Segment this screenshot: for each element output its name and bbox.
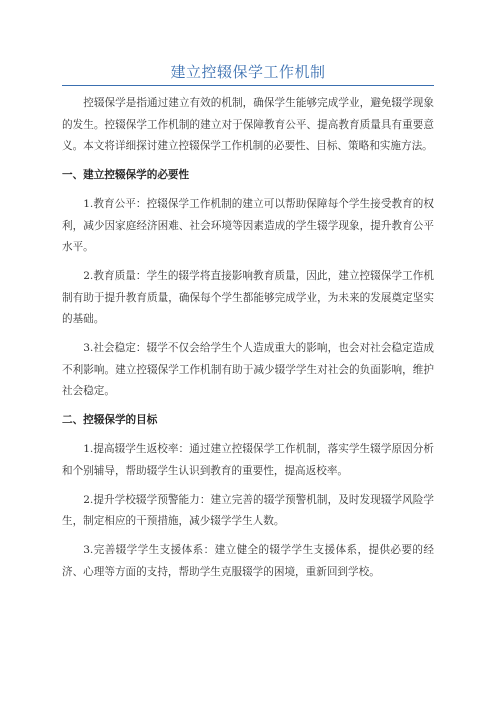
paragraph-support-system: 3.完善辍学学生支援体系：建立健全的辍学学生支援体系，提供必要的经济、心理等方面的支持，帮助学生克服辍学的困境，重新回到学校。 — [62, 544, 434, 578]
paragraph-education-equity: 1.教育公平：控辍保学工作机制的建立可以帮助保障每个学生接受教育的权利，减少因家庭经济困难、社会环境等因素造成的学生辍学现象，提升教育公平水平。 — [62, 198, 434, 253]
document-body — [62, 93, 434, 591]
section-heading-goals: 二、控辍保学的目标 — [62, 414, 158, 426]
section-heading-necessity: 一、建立控辍保学的必要性 — [62, 169, 190, 181]
paragraph-return-rate: 1.提高辍学生返校率：通过建立控辍保学工作机制，落实学生辍学原因分析和个别辅导，帮助辍学生认识到教育的重要性，提高返校率。 — [62, 443, 434, 477]
document-title: 建立控辍保学工作机制 — [170, 63, 326, 81]
paragraph-early-warning: 2.提升学校辍学预警能力：建立完善的辍学预警机制，及时发现辍学风险学生，制定相应的干预措施，减少辍学学生人数。 — [62, 493, 434, 527]
paragraph-social-stability: 3.社会稳定：辍学不仅会给学生个人造成重大的影响，也会对社会稳定造成不利影响。建立控辍保学工作机制有助于减少辍学学生对社会的负面影响，维护社会稳定。 — [62, 342, 434, 397]
title-divider — [62, 85, 434, 86]
paragraph-education-quality: 2.教育质量：学生的辍学将直接影响教育质量，因此，建立控辍保学工作机制有助于提升教育质量，确保每个学生都能够完成学业，为未来的发展奠定坚实的基础。 — [62, 270, 434, 325]
intro-paragraph: 控辍保学是指通过建立有效的机制，确保学生能够完成学业，避免辍学现象的发生。控辍保学工作机制的建立对于保障教育公平、提高教育质量具有重要意义。本文将详细探讨建立控辍保学工作机制的必要性、目标、策略和实施方法。 — [62, 97, 434, 152]
